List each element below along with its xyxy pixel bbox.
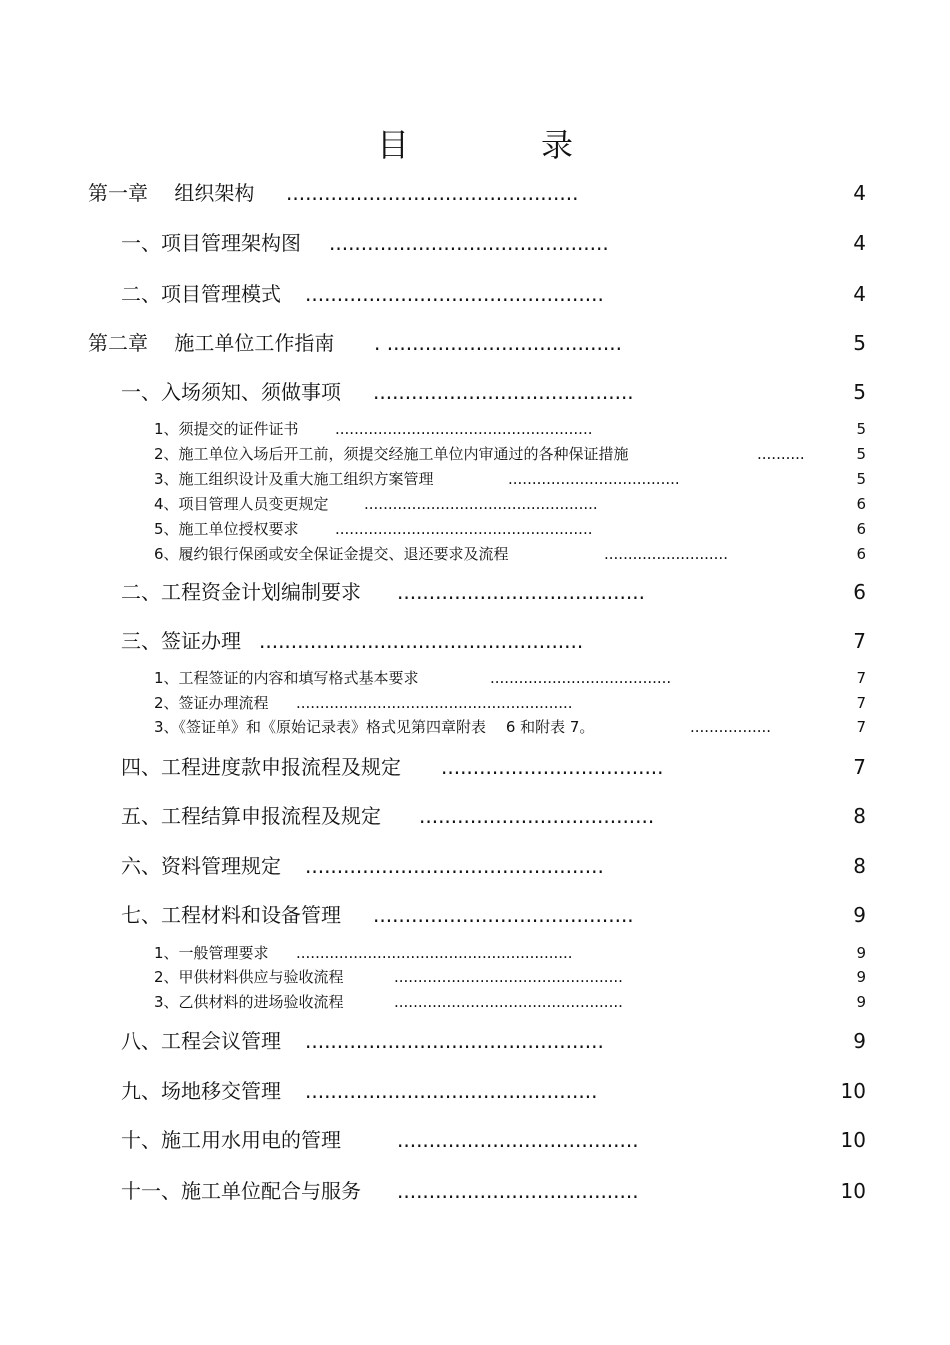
toc-leader-dots: ................................................ — [394, 968, 623, 986]
toc-page-number: 5 — [853, 380, 866, 404]
toc-entry-text: 十、施工用水用电的管理 — [121, 1128, 341, 1152]
toc-page-number: 4 — [853, 181, 866, 205]
toc-leader-dots: ................................................ — [394, 993, 623, 1011]
toc-entry-text: 6、履约银行保函或安全保证金提交、退还要求及流程 — [154, 545, 509, 563]
toc-leader-dots: .......................... — [604, 545, 728, 563]
toc-page-number: 10 — [840, 1179, 866, 1203]
toc-leader-dots: ...................................................... — [335, 520, 593, 538]
toc-leader-dots: ...................................................... — [335, 420, 593, 438]
toc-page-number: 9 — [853, 903, 866, 927]
toc-page-number: 5 — [856, 470, 866, 488]
toc-leader-dots: ................................... — [441, 755, 664, 779]
toc-page-number: 9 — [856, 968, 866, 986]
toc-entry-text: 三、签证办理 — [121, 629, 241, 653]
toc-page-number: 4 — [853, 282, 866, 306]
toc-page-number: 9 — [856, 993, 866, 1011]
toc-leader-dots: ...................................... — [397, 1128, 639, 1152]
toc-page-number: 9 — [856, 944, 866, 962]
toc-page-number: 6 — [856, 520, 866, 538]
toc-leader-dots: .............................................. — [305, 1079, 598, 1103]
toc-page-number: 6 — [856, 545, 866, 563]
toc-page-number: 8 — [853, 804, 866, 828]
toc-entry-text: 一、项目管理架构图 — [121, 231, 301, 255]
toc-leader-dots: ................................................... — [259, 629, 584, 653]
toc-leader-dots: ......................................... — [373, 380, 634, 404]
toc-entry-text: 4、项目管理人员变更规定 — [154, 495, 329, 513]
toc-entry-text: 一、入场须知、须做事项 — [121, 380, 341, 404]
toc-leader-dots: ............................................ — [329, 231, 609, 255]
toc-entry-text: 2、施工单位入场后开工前，须提交经施工单位内审通过的各种保证措施 — [154, 445, 629, 463]
toc-leader-dots: ..................................... — [419, 804, 655, 828]
toc-leader-dots: ............................................... — [305, 1029, 604, 1053]
toc-leader-dots: .......................................................... — [296, 944, 573, 962]
toc-entry-text: 六、资料管理规定 — [121, 854, 281, 878]
toc-entry-text: 二、工程资金计划编制要求 — [121, 580, 361, 604]
page-title: 目 录 — [376, 126, 623, 164]
toc-entry-text: 五、工程结算申报流程及规定 — [121, 804, 381, 828]
toc-page-number: 6 — [856, 495, 866, 513]
toc-entry-text: 1、须提交的证件证书 — [154, 420, 299, 438]
toc-leader-dots: ...................................... — [490, 669, 672, 687]
toc-leader-dots: ................. — [690, 718, 772, 736]
toc-page-number: 7 — [853, 755, 866, 779]
toc-page-number: 5 — [853, 331, 866, 355]
toc-leader-dots: ............................................... — [305, 282, 604, 306]
toc-entry-text: 5、施工单位授权要求 — [154, 520, 299, 538]
toc-page-number: 7 — [856, 694, 866, 712]
toc-leader-dots: ....................................... — [397, 580, 645, 604]
toc-entry-text: 七、工程材料和设备管理 — [121, 903, 341, 927]
toc-page-number: 7 — [856, 718, 866, 736]
toc-entry-text: 二、项目管理模式 — [121, 282, 281, 306]
toc-page-number: 10 — [840, 1128, 866, 1152]
toc-entry-text: 1、一般管理要求 — [154, 944, 269, 962]
toc-entry-text: 1、工程签证的内容和填写格式基本要求 — [154, 669, 419, 687]
toc-entry-text: 四、工程进度款申报流程及规定 — [121, 755, 401, 779]
toc-leader-dots: ......................................... — [373, 903, 634, 927]
toc-leader-dots: .................................... — [508, 470, 680, 488]
toc-entry-text: 2、签证办理流程 — [154, 694, 269, 712]
toc-entry-text: 九、场地移交管理 — [121, 1079, 281, 1103]
toc-leader-dots: .......................................................... — [296, 694, 573, 712]
toc-entry-text: 第一章 组织架构 — [88, 181, 255, 205]
toc-page-number: 6 — [853, 580, 866, 604]
toc-page-number: 5 — [856, 445, 866, 463]
toc-page-number: 8 — [853, 854, 866, 878]
toc-entry-text: 3、《签证单》和《原始记录表》格式见第四章附表 6 和附表 7。 — [154, 718, 595, 736]
toc-leader-dots: ................................................. — [364, 495, 598, 513]
toc-leader-dots: ...................................... — [397, 1179, 639, 1203]
toc-leader-dots: .............................................. — [286, 181, 579, 205]
toc-entry-text: 第二章 施工单位工作指南 — [88, 331, 335, 355]
toc-page-number: 7 — [853, 629, 866, 653]
toc-page-number: 10 — [840, 1079, 866, 1103]
toc-page-number: 7 — [856, 669, 866, 687]
toc-entry-text: 八、工程会议管理 — [121, 1029, 281, 1053]
toc-leader-dots: ............................................... — [305, 854, 604, 878]
toc-leader-dots: . ..................................... — [374, 331, 622, 355]
toc-leader-dots: .......... — [757, 445, 805, 463]
toc-page-number: 5 — [856, 420, 866, 438]
toc-page-number: 9 — [853, 1029, 866, 1053]
toc-entry-text: 十一、施工单位配合与服务 — [121, 1179, 361, 1203]
toc-entry-text: 3、施工组织设计及重大施工组织方案管理 — [154, 470, 434, 488]
toc-entry-text: 3、乙供材料的进场验收流程 — [154, 993, 344, 1011]
toc-entry-text: 2、甲供材料供应与验收流程 — [154, 968, 344, 986]
toc-page-number: 4 — [853, 231, 866, 255]
